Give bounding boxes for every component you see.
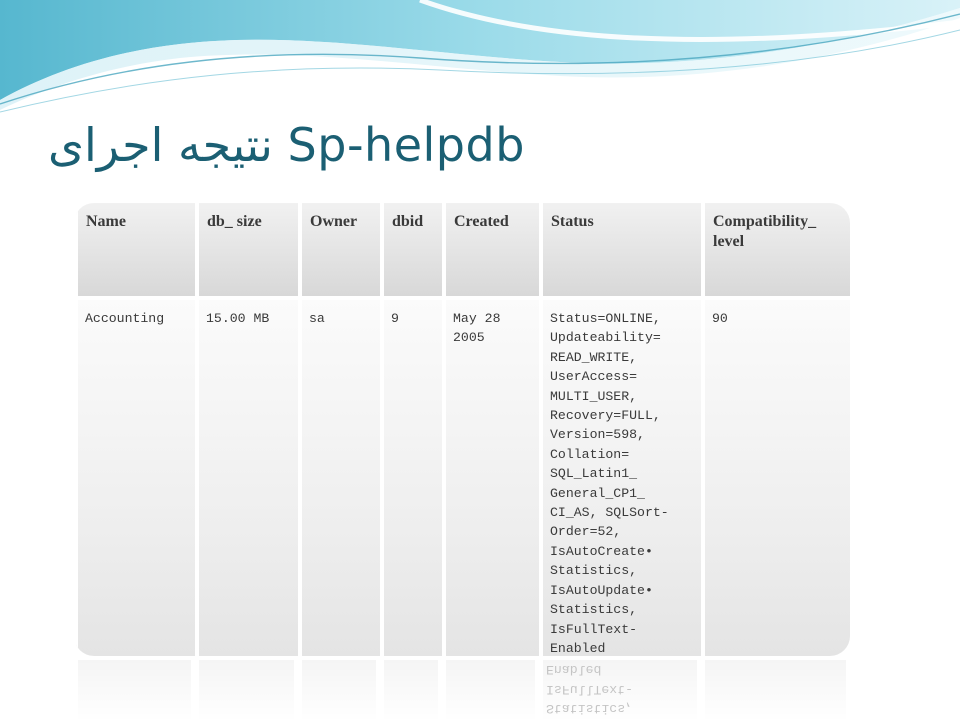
- status-line: Collation=: [550, 446, 630, 462]
- status-line: Enabled: [550, 640, 606, 656]
- cell-status: [541, 298, 703, 656]
- header-wave-decoration: [0, 0, 960, 120]
- table-header-row: [76, 203, 850, 298]
- column-header-status: Status: [541, 203, 703, 298]
- reflection-column: [74, 660, 195, 720]
- status-line: READ_WRITE,: [550, 349, 638, 365]
- status-line: MULTI_USER,: [550, 388, 638, 404]
- cell-compatibility-level: 90: [703, 298, 850, 656]
- reflection-line: Enabled: [546, 662, 602, 678]
- column-header-owner: Owner: [300, 203, 382, 298]
- reflection-column: [195, 660, 298, 720]
- cell-created: May 28 2005: [444, 298, 541, 656]
- reflection-text: [546, 660, 633, 718]
- status-line: Statistics,: [550, 602, 638, 618]
- cell-db-size: 15.00 MB: [197, 298, 300, 656]
- reflection-line: Statistics,: [546, 701, 634, 717]
- column-header-db-size: db_ size: [197, 203, 300, 298]
- slide-title: نتیجه اجرای Sp-helpdb: [48, 118, 525, 172]
- status-line: IsAutoCreate•: [550, 543, 653, 559]
- reflection-line: IsFullText-: [546, 681, 634, 697]
- status-line: CI_AS, SQLSort-: [550, 505, 669, 521]
- table-row: [76, 298, 850, 656]
- cell-dbid: 9: [382, 298, 444, 656]
- column-header-dbid: dbid: [382, 203, 444, 298]
- column-header-created: Created: [444, 203, 541, 298]
- sp-helpdb-result-table: [74, 203, 850, 656]
- cell-owner: sa: [300, 298, 382, 656]
- status-line: Updateability=: [550, 330, 661, 346]
- reflection-column: [380, 660, 442, 720]
- table-reflection: [74, 660, 850, 720]
- status-line: Version=598,: [550, 427, 645, 443]
- status-line: Recovery=FULL,: [550, 408, 661, 424]
- status-line: SQL_Latin1_: [550, 466, 638, 482]
- reflection-columns: [74, 660, 850, 720]
- column-header-name: Name: [76, 203, 197, 298]
- status-line: Status=ONLINE,: [550, 311, 661, 326]
- cell-name: Accounting: [76, 298, 197, 656]
- status-line: UserAccess=: [550, 369, 638, 385]
- status-line: IsAutoUpdate•: [550, 582, 653, 598]
- reflection-column: [298, 660, 380, 720]
- reflection-column: [701, 660, 850, 720]
- status-line: General_CP1_: [550, 485, 645, 501]
- status-line: Order=52,: [550, 524, 622, 540]
- status-line: IsFullText-: [550, 621, 638, 637]
- status-line: Statistics,: [550, 563, 638, 579]
- reflection-column: [442, 660, 539, 720]
- column-header-compatibility-level: Compatibility_ level: [703, 203, 850, 298]
